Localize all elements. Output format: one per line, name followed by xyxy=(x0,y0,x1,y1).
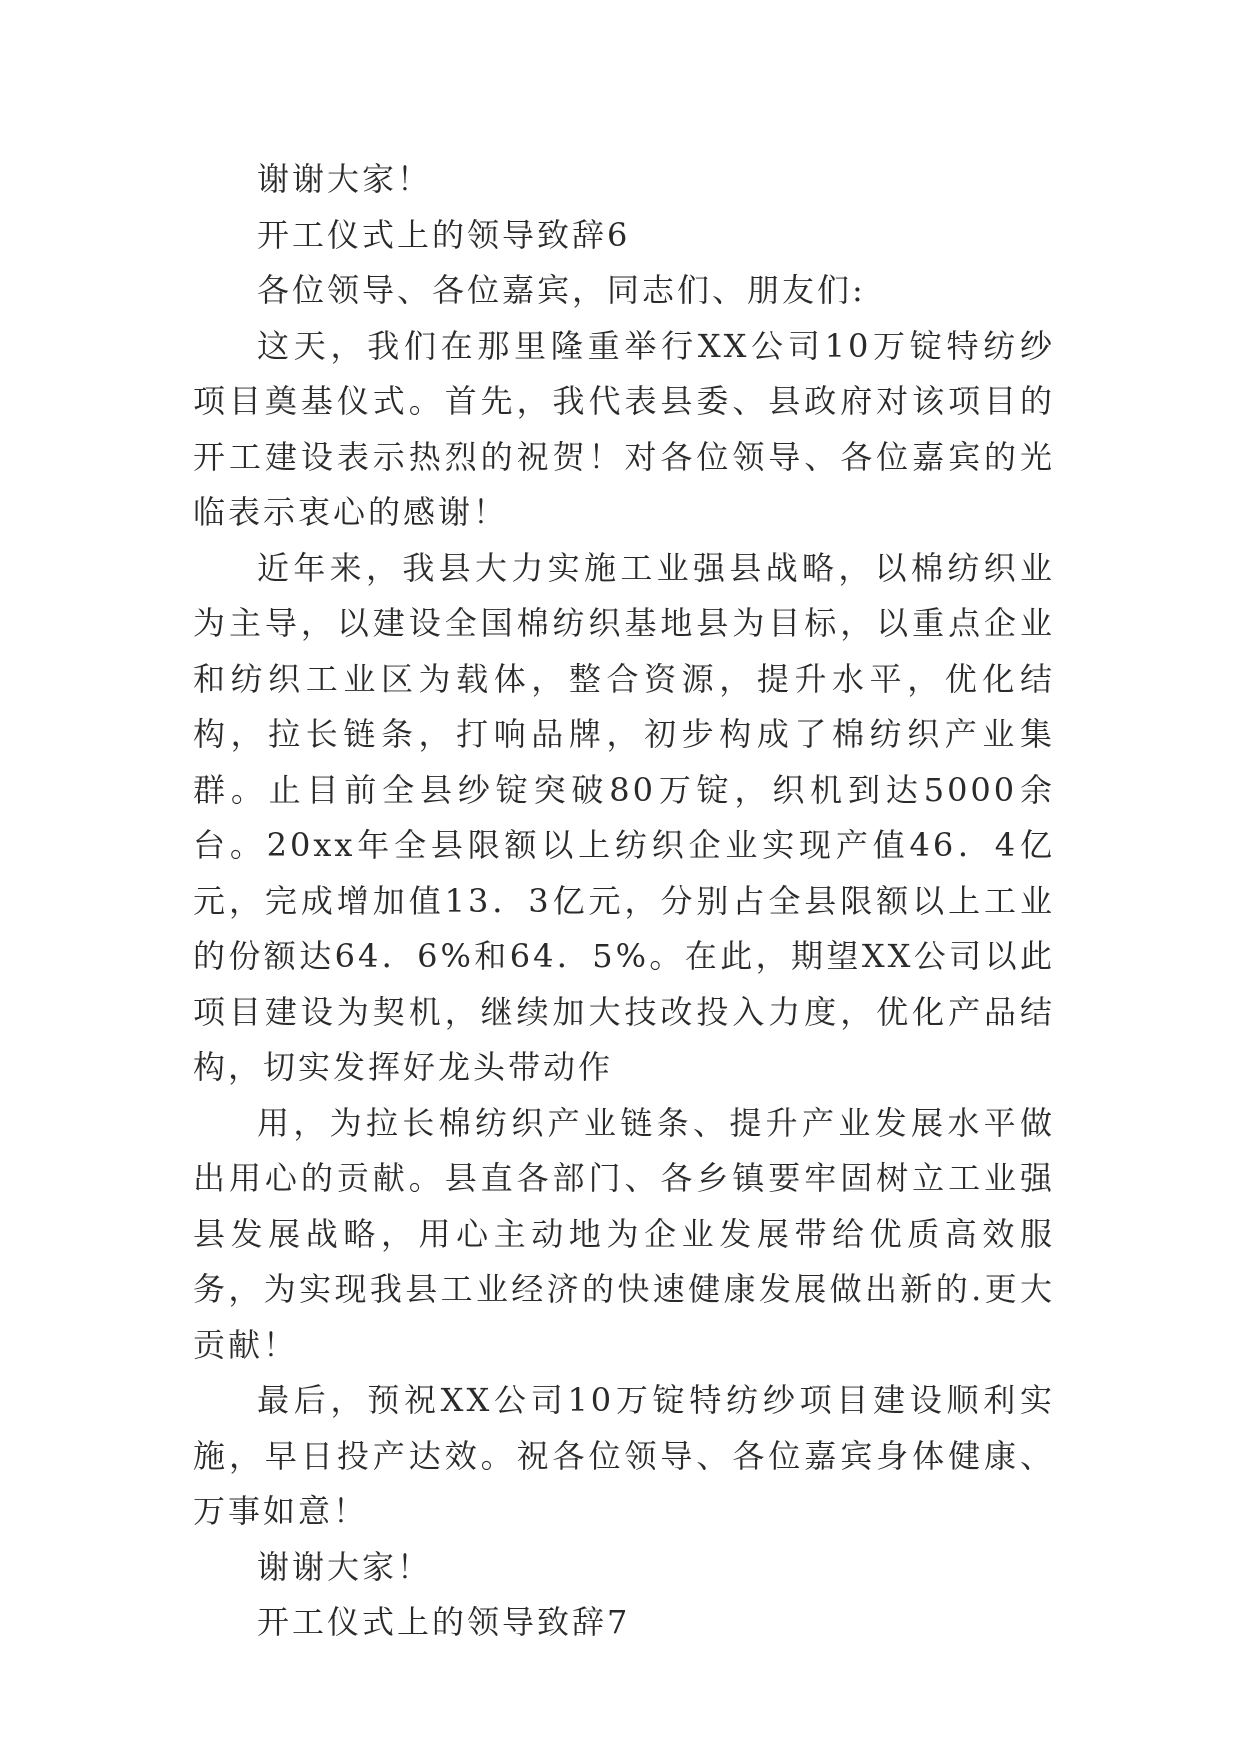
speech-heading-7: 开工仪式上的领导致辞7 xyxy=(257,1603,631,1641)
paragraph-opening: 这天，我们在那里隆重举行XX公司10万锭特纺纱项目奠基仪式。首先，我代表县委、县政府对该项目的开工建设表示热烈的祝贺！对各位领导、各位嘉宾的光临表示衷心的感谢！ xyxy=(193,326,1055,531)
paragraph-closing-wishes: 最后，预祝XX公司10万锭特纺纱项目建设顺利实施，早日投产达效。祝各位领导、各位嘉宾身体健康、万事如意！ xyxy=(193,1381,1055,1530)
salutation: 各位领导、各位嘉宾，同志们、朋友们: xyxy=(257,271,866,309)
paragraph-thanks-2: 谢谢大家！ xyxy=(257,1547,433,1586)
paragraph-background: 近年来，我县大力实施工业强县战略，以棉纺织业为主导，以建设全国棉纺织基地县为目标，以重点企业和纺织工业区为载体，整合资源，提升水平，优化结构，拉长链条，打响品牌，初步构成了棉纺织产业集群。止目前全县纱锭突破80万锭，织机到达5000余台。20xx年全县限额以上纺织企业实现产值46．4亿元，完成增加值13．3亿元，分别占全县限额以上工业的份额达64．6%和64．5%。在此，期望XX公司以此项目建设为契机，继续加大技改投入力度，优化产品结构，切实发挥好龙头带动作 xyxy=(193,548,1055,1086)
paragraph-continuation: 用，为拉长棉纺织产业链条、提升产业发展水平做出用心的贡献。县直各部门、各乡镇要牢固树立工业强县发展战略，用心主动地为企业发展带给优质高效服务，为实现我县工业经济的快速健康发展做出新的.更大贡献！ xyxy=(193,1103,1055,1364)
speech-heading-6: 开工仪式上的领导致辞6 xyxy=(257,215,631,254)
paragraph-thanks: 谢谢大家！ xyxy=(257,160,433,198)
document-body xyxy=(193,152,1055,1651)
